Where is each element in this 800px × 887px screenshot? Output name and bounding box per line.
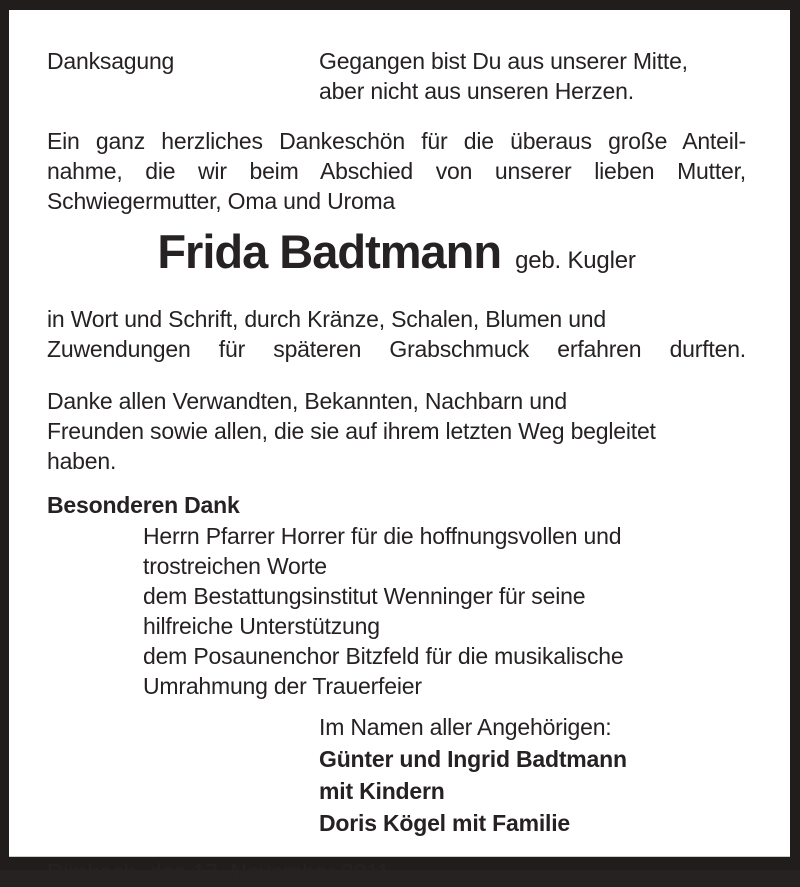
dateline: Dimbach, den 17. November 2011: [47, 859, 390, 885]
special-thanks-heading: Besonderen Dank: [47, 492, 240, 518]
signature-name: Doris Kögel mit Familie: [319, 810, 571, 836]
special-thanks-line: hilfreiche Unterstützung: [143, 613, 380, 639]
epigraph-line: aber nicht aus unseren Herzen.: [319, 78, 634, 104]
intro-line: nahme, die wir beim Abschied von unserer lieben Mutter,: [47, 158, 746, 184]
intro-line: Schwiegermutter, Oma und Uroma: [47, 188, 396, 214]
epigraph-line: Gegangen bist Du aus unserer Mitte,: [319, 48, 688, 74]
notice-header: [47, 46, 746, 106]
thanks-line: Freunden sowie allen, die sie auf ihrem letzten Weg begleitet: [47, 418, 656, 444]
deceased-name: Frida Badtmann: [157, 225, 502, 278]
continuation-paragraph: [47, 304, 746, 364]
special-thanks-item: [143, 581, 746, 641]
continuation-line: Zuwendungen für späteren Grabschmuck erfahren durften.: [47, 336, 746, 362]
notice-type-label: Danksagung: [47, 48, 175, 74]
special-thanks-line: dem Bestattungsinstitut Wenninger für seine: [143, 583, 586, 609]
continuation-line: in Wort und Schrift, durch Kränze, Schalen, Blumen und: [47, 306, 606, 332]
signature-intro: Im Namen aller Angehörigen:: [319, 714, 612, 740]
maiden-name: geb. Kugler: [515, 247, 636, 274]
special-thanks-line: Herrn Pfarrer Horrer für die hoffnungsvollen und: [143, 523, 622, 549]
thanks-paragraph: [47, 386, 746, 476]
special-thanks-list: [143, 521, 746, 701]
thanks-line: haben.: [47, 448, 117, 474]
obituary-notice: [9, 10, 790, 885]
thanks-line: Danke allen Verwandten, Bekannten, Nachbarn und: [47, 388, 567, 414]
deceased-name-row: [47, 224, 746, 292]
signature-block: [319, 711, 746, 839]
intro-paragraph: [47, 126, 746, 216]
special-thanks-item: [143, 641, 746, 701]
special-thanks-line: dem Posaunenchor Bitzfeld für die musikalische: [143, 643, 624, 669]
special-thanks-line: trostreichen Worte: [143, 553, 327, 579]
special-thanks-line: Umrahmung der Trauerfeier: [143, 673, 422, 699]
special-thanks-item: [143, 521, 746, 581]
epigraph: [319, 46, 746, 106]
signature-name: Günter und Ingrid Badtmann: [319, 746, 627, 772]
signature-name: mit Kindern: [319, 778, 445, 804]
intro-line: Ein ganz herzliches Dankeschön für die überaus große Anteil-: [47, 128, 746, 154]
